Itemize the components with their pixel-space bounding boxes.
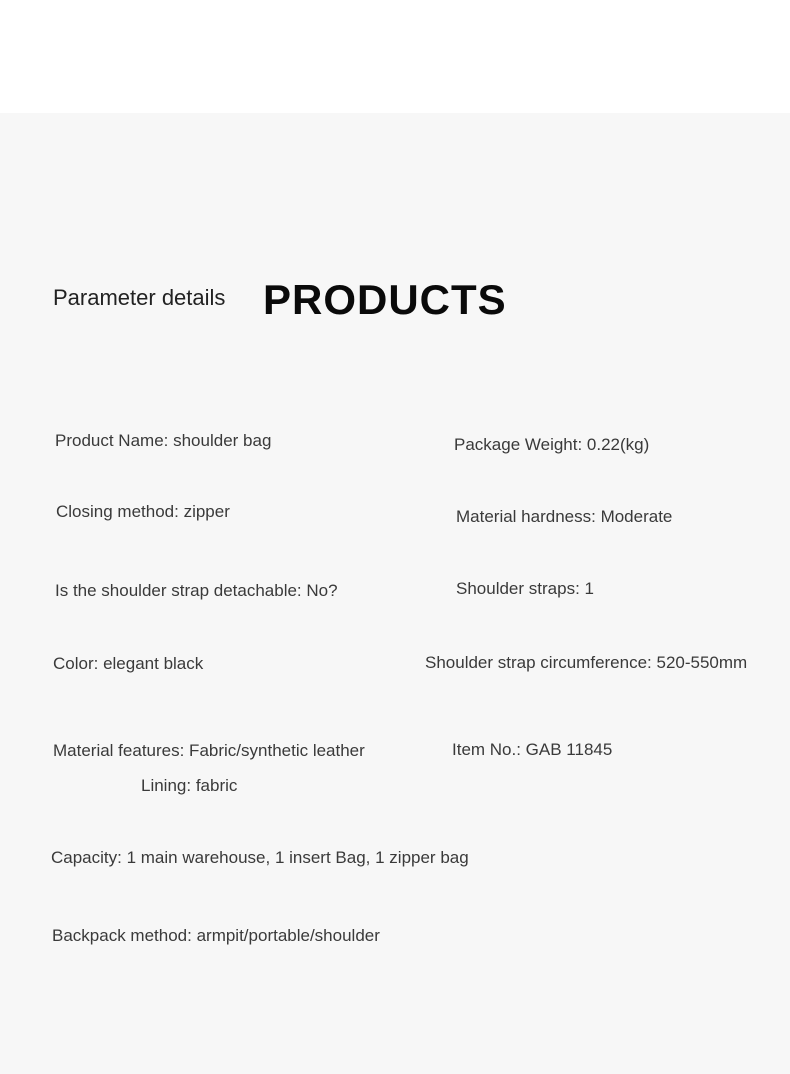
param-backpack-method: Backpack method: armpit/portable/shoulder — [52, 926, 380, 945]
section-subtitle: Parameter details — [53, 285, 226, 310]
param-material-features: Material features: Fabric/synthetic leather — [53, 741, 365, 760]
param-color: Color: elegant black — [53, 654, 204, 673]
param-closing-method: Closing method: zipper — [56, 502, 230, 521]
top-band — [0, 0, 790, 113]
param-strap-circumference: Shoulder strap circumference: 520-550mm — [425, 653, 748, 672]
param-item-no: Item No.: GAB 11845 — [452, 740, 613, 759]
param-strap-detachable: Is the shoulder strap detachable: No? — [55, 581, 338, 600]
section-title: PRODUCTS — [263, 276, 507, 323]
param-lining: Lining: fabric — [141, 776, 238, 795]
param-package-weight: Package Weight: 0.22(kg) — [454, 435, 650, 454]
param-material-hardness: Material hardness: Moderate — [456, 507, 673, 526]
param-product-name: Product Name: shoulder bag — [55, 431, 272, 450]
param-shoulder-straps: Shoulder straps: 1 — [456, 579, 594, 598]
param-capacity: Capacity: 1 main warehouse, 1 insert Bag, 1 zipper bag — [51, 848, 469, 867]
